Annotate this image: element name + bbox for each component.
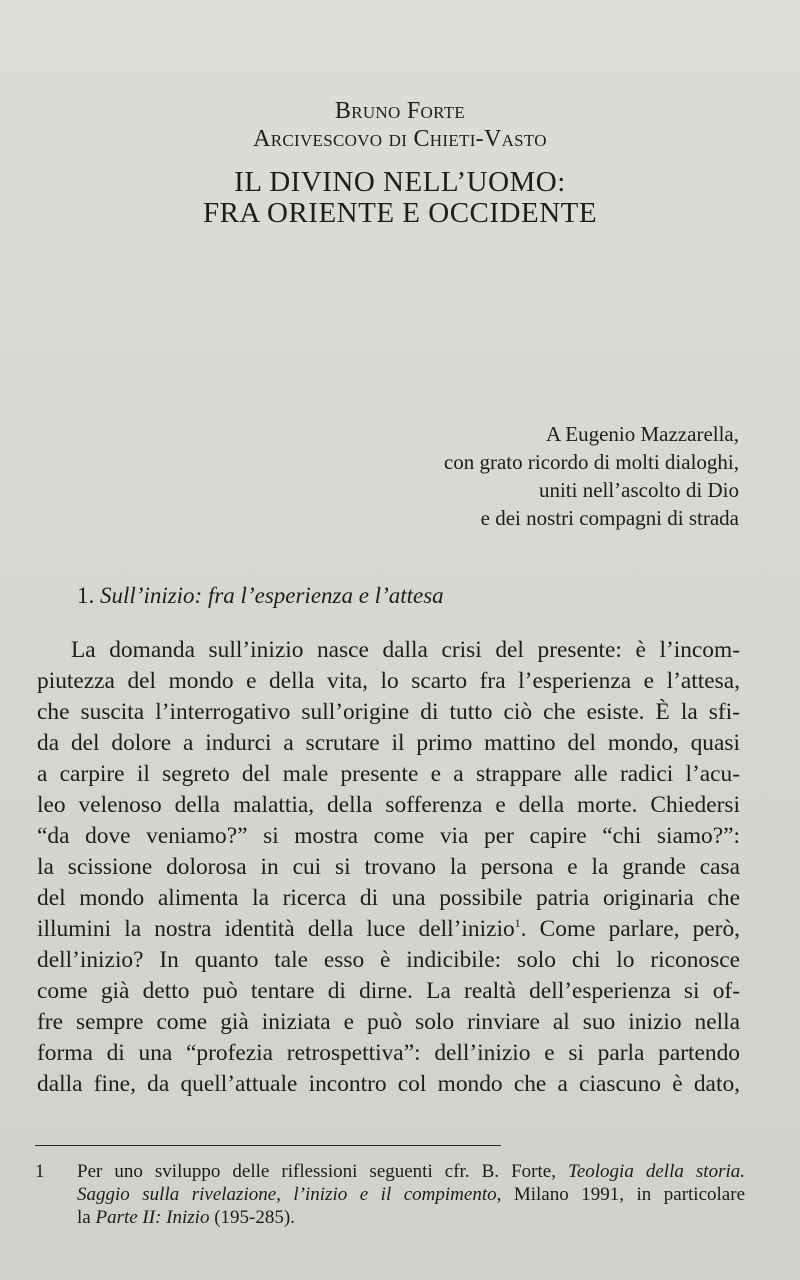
body-line: dell’inizio? In quanto tale esso è indicibile: solo chi lo riconosce bbox=[37, 947, 740, 973]
body-line: da del dolore a indurci a scrutare il primo mattino del mondo, quasi bbox=[37, 730, 740, 756]
chapter-title-line-1: IL DIVINO NELL’UOMO: bbox=[234, 166, 566, 198]
footnote-italic-segment: Teologia della storia. bbox=[568, 1161, 745, 1182]
footnote-segment: la bbox=[77, 1207, 96, 1228]
body-line: piutezza del mondo e della vita, lo scarto fra l’esperienza e l’attesa, bbox=[37, 668, 740, 694]
footnote-line bbox=[77, 1183, 745, 1206]
body-line: dalla fine, da quell’attuale incontro col mondo che a ciascuno è dato, bbox=[37, 1071, 740, 1097]
footnote-segment: Per uno sviluppo delle riflessioni seguenti cfr. B. Forte, bbox=[77, 1161, 568, 1182]
footnote-divider bbox=[35, 1145, 501, 1146]
author-role: Arcivescovo di Chieti-Vasto bbox=[253, 126, 547, 152]
body-line: come già detto può tentare di dirne. La realtà dell’esperienza si of- bbox=[37, 978, 740, 1004]
footnote-number: 1 bbox=[35, 1161, 45, 1182]
body-text-segment: . Come parlare, però, bbox=[520, 916, 740, 942]
body-text-segment: illumini la nostra identità della luce dell’inizio bbox=[37, 916, 515, 942]
body-paragraph bbox=[37, 635, 740, 1100]
body-line: forma di una “profezia retrospettiva”: dell’inizio e si parla partendo bbox=[37, 1040, 740, 1066]
chapter-title-line-2: FRA ORIENTE E OCCIDENTE bbox=[202, 197, 598, 229]
footnote-line bbox=[77, 1160, 745, 1183]
footnote-italic-segment: Saggio sulla rivelazione, l’inizio e il compimento bbox=[77, 1184, 497, 1205]
footnote-segment: (195-285). bbox=[209, 1207, 295, 1228]
section-heading bbox=[77, 583, 444, 609]
body-line: leo velenoso della malattia, della sofferenza e della morte. Chiedersi bbox=[37, 792, 740, 818]
body-line: La domanda sull’inizio nasce dalla crisi del presente: è l’incom- bbox=[71, 637, 740, 663]
section-number: 1. bbox=[77, 583, 95, 608]
dedication-line: e dei nostri compagni di strada bbox=[480, 506, 739, 530]
body-line: a carpire il segreto del male presente e a strappare alle radici l’acu- bbox=[37, 761, 740, 787]
body-line: fre sempre come già iniziata e può solo rinviare al suo inizio nella bbox=[37, 1009, 740, 1035]
footnote-italic-segment: Parte II: Inizio bbox=[95, 1207, 210, 1228]
author-name: Bruno Forte bbox=[334, 98, 466, 124]
body-line: del mondo alimenta la ricerca di una possibile patria originaria che bbox=[37, 885, 740, 911]
dedication bbox=[444, 420, 739, 532]
body-line: che suscita l’interrogativo sull’origine di tutto ciò che esiste. È la sfi- bbox=[37, 699, 740, 725]
dedication-line: con grato ricordo di molti dialoghi, bbox=[443, 450, 739, 474]
body-line bbox=[37, 914, 740, 945]
dedication-line: uniti nell’ascolto di Dio bbox=[538, 478, 739, 502]
footnote-text bbox=[77, 1160, 745, 1229]
footnote-segment: , Milano 1991, in particolare bbox=[496, 1184, 745, 1205]
body-line: la scissione dolorosa in cui si trovano la persona e la grande casa bbox=[37, 854, 740, 880]
footnote-line bbox=[77, 1206, 745, 1229]
body-line: “da dove veniamo?” si mostra come via per capire “chi siamo?”: bbox=[37, 823, 740, 849]
footnote-reference[interactable]: 1 bbox=[514, 916, 521, 931]
section-title: Sull’inizio: fra l’esperienza e l’attesa bbox=[100, 583, 444, 608]
dedication-line: A Eugenio Mazzarella, bbox=[546, 422, 739, 446]
